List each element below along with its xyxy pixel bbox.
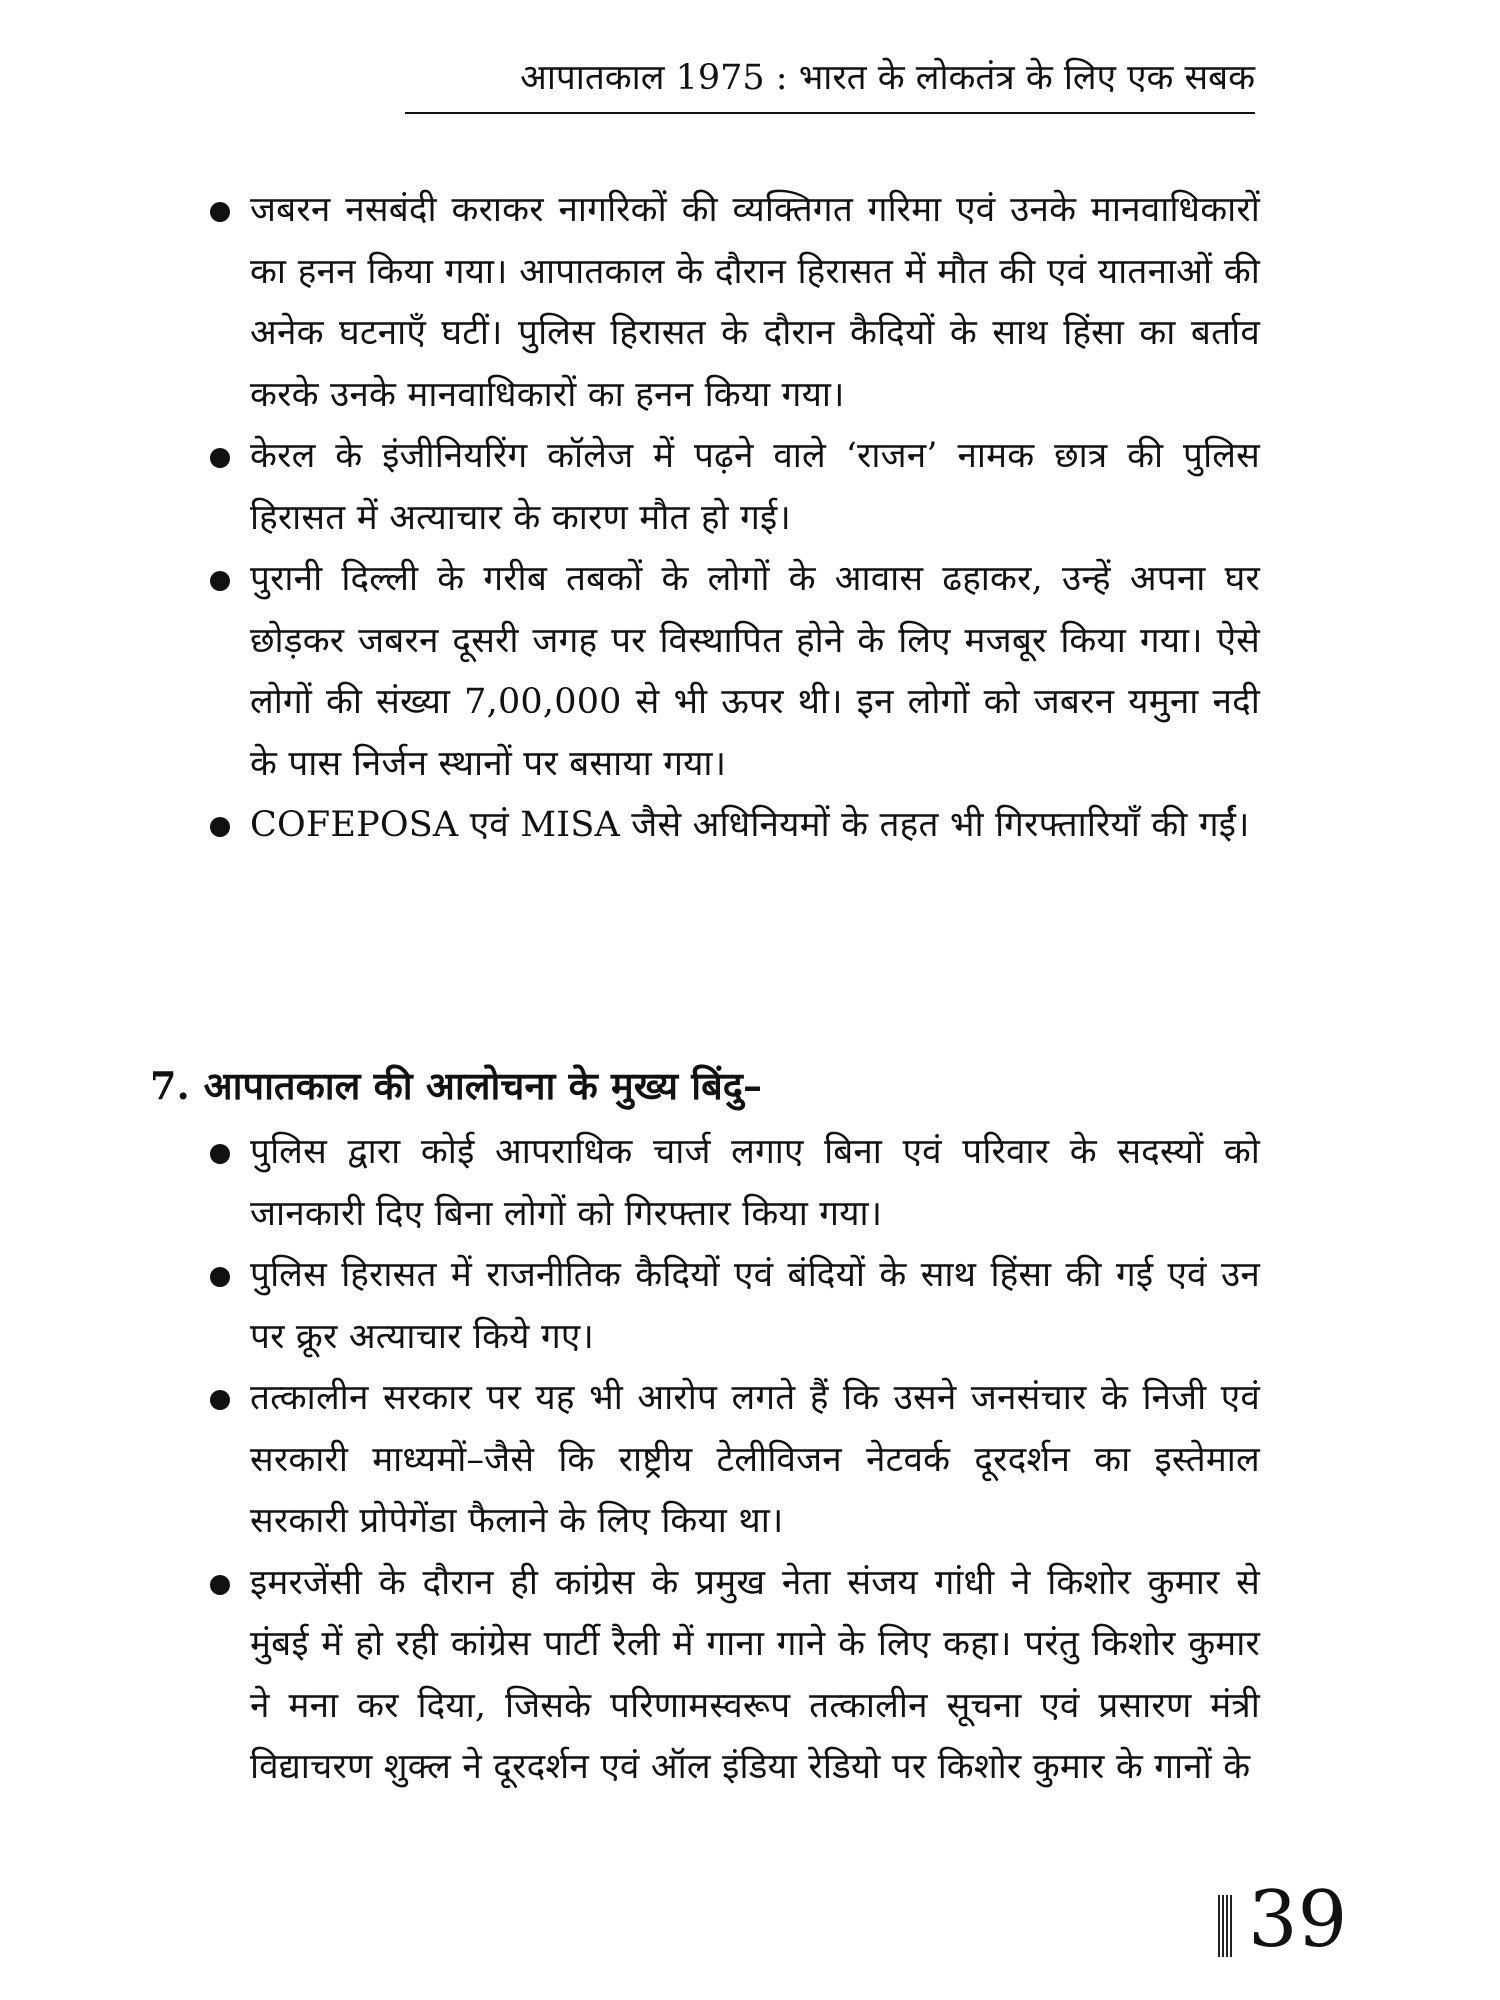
list-item — [210, 1122, 1260, 1245]
bullet-icon — [210, 1267, 230, 1287]
list-item — [210, 1368, 1260, 1553]
page-marker-bar — [1218, 1895, 1232, 1957]
bullet-icon — [210, 202, 230, 222]
bullet-icon — [210, 1144, 230, 1164]
list-item — [210, 795, 1260, 857]
list-item-text: पुलिस द्वारा कोई आपराधिक चार्ज लगाए बिना एवं परिवार के सदस्यों को जानकारी दिए बिना लोगों को गिरफ्तार किया गया। — [250, 1132, 1260, 1234]
bullet-icon — [210, 1390, 230, 1410]
list-item — [210, 549, 1260, 795]
list-item-text: केरल के इंजीनियरिंग कॉलेज में पढ़ने वाले ‘राजन’ नामक छात्र की पुलिस हिरासत में अत्याचार के कारण मौत हो गई। — [250, 436, 1260, 538]
bullet-list-top — [210, 180, 1260, 857]
list-item — [210, 1553, 1260, 1799]
bullet-icon — [210, 817, 230, 837]
bullet-list-section — [210, 1122, 1260, 1799]
section-number: 7. — [150, 1063, 190, 1108]
list-item-text: COFEPOSA एवं MISA जैसे अधिनियमों के तहत भी गिरफ्तारियाँ की गईं। — [250, 805, 1250, 845]
list-item — [210, 1245, 1260, 1368]
bullet-icon — [210, 1575, 230, 1595]
list-item-text: इमरजेंसी के दौरान ही कांग्रेस के प्रमुख नेता संजय गांधी ने किशोर कुमार से मुंबई में हो रही कांग्रेस पार्टी रैली में गाना गाने के लिए कहा। परंतु किशोर कुमार ने मना कर दिया, जिसके परिणामस्वरूप तत्कालीन सूचना एवं प्रसारण मंत्री विद्याचरण शुक्ल ने दूरदर्शन एवं ऑल इंडिया रेडियो पर किशोर कुमार के गानों के — [250, 1562, 1260, 1787]
section-heading — [150, 1056, 1250, 1116]
page-number — [1218, 1870, 1378, 1970]
list-item-text: तत्कालीन सरकार पर यह भी आरोप लगते हैं कि उसने जनसंचार के निजी एवं सरकारी माध्यमों–जैसे कि राष्ट्रीय टेलीविजन नेटवर्क दूरदर्शन का इस्तेमाल सरकारी प्रोपेगेंडा फैलाने के लिए किया था। — [250, 1378, 1260, 1541]
section-title: आपातकाल की आलोचना के मुख्य बिंदु– — [203, 1063, 762, 1108]
list-item-text: पुलिस हिरासत में राजनीतिक कैदियों एवं बंदियों के साथ हिंसा की गई एवं उन पर क्रूर अत्याचार किये गए। — [250, 1255, 1260, 1357]
list-item — [210, 180, 1260, 426]
list-item-text: जबरन नसबंदी कराकर नागरिकों की व्यक्तिगत गरिमा एवं उनके मानवाधिकारों का हनन किया गया। आपातकाल के दौरान हिरासत में मौत की एवं यातनाओं की अनेक घटनाएँ घटीं। पुलिस हिरासत के दौरान कैदियों के साथ हिंसा का बर्ताव करके उनके मानवाधिकारों का हनन किया गया। — [250, 190, 1260, 415]
page-number-text: 39 — [1248, 1875, 1348, 1965]
list-item-text: पुरानी दिल्ली के गरीब तबकों के लोगों के आवास ढहाकर, उन्हें अपना घर छोड़कर जबरन दूसरी जगह पर विस्थापित होने के लिए मजबूर किया गया। ऐसे लोगों की संख्या 7,00,000 से भी ऊपर थी। इन लोगों को जबरन यमुना नदी के पास निर्जन स्थानों पर बसाया गया। — [250, 559, 1260, 784]
bullet-icon — [210, 571, 230, 591]
list-item — [210, 426, 1260, 549]
bullet-icon — [210, 448, 230, 468]
running-header: आपातकाल 1975 : भारत के लोकतंत्र के लिए एक सबक — [405, 48, 1255, 114]
